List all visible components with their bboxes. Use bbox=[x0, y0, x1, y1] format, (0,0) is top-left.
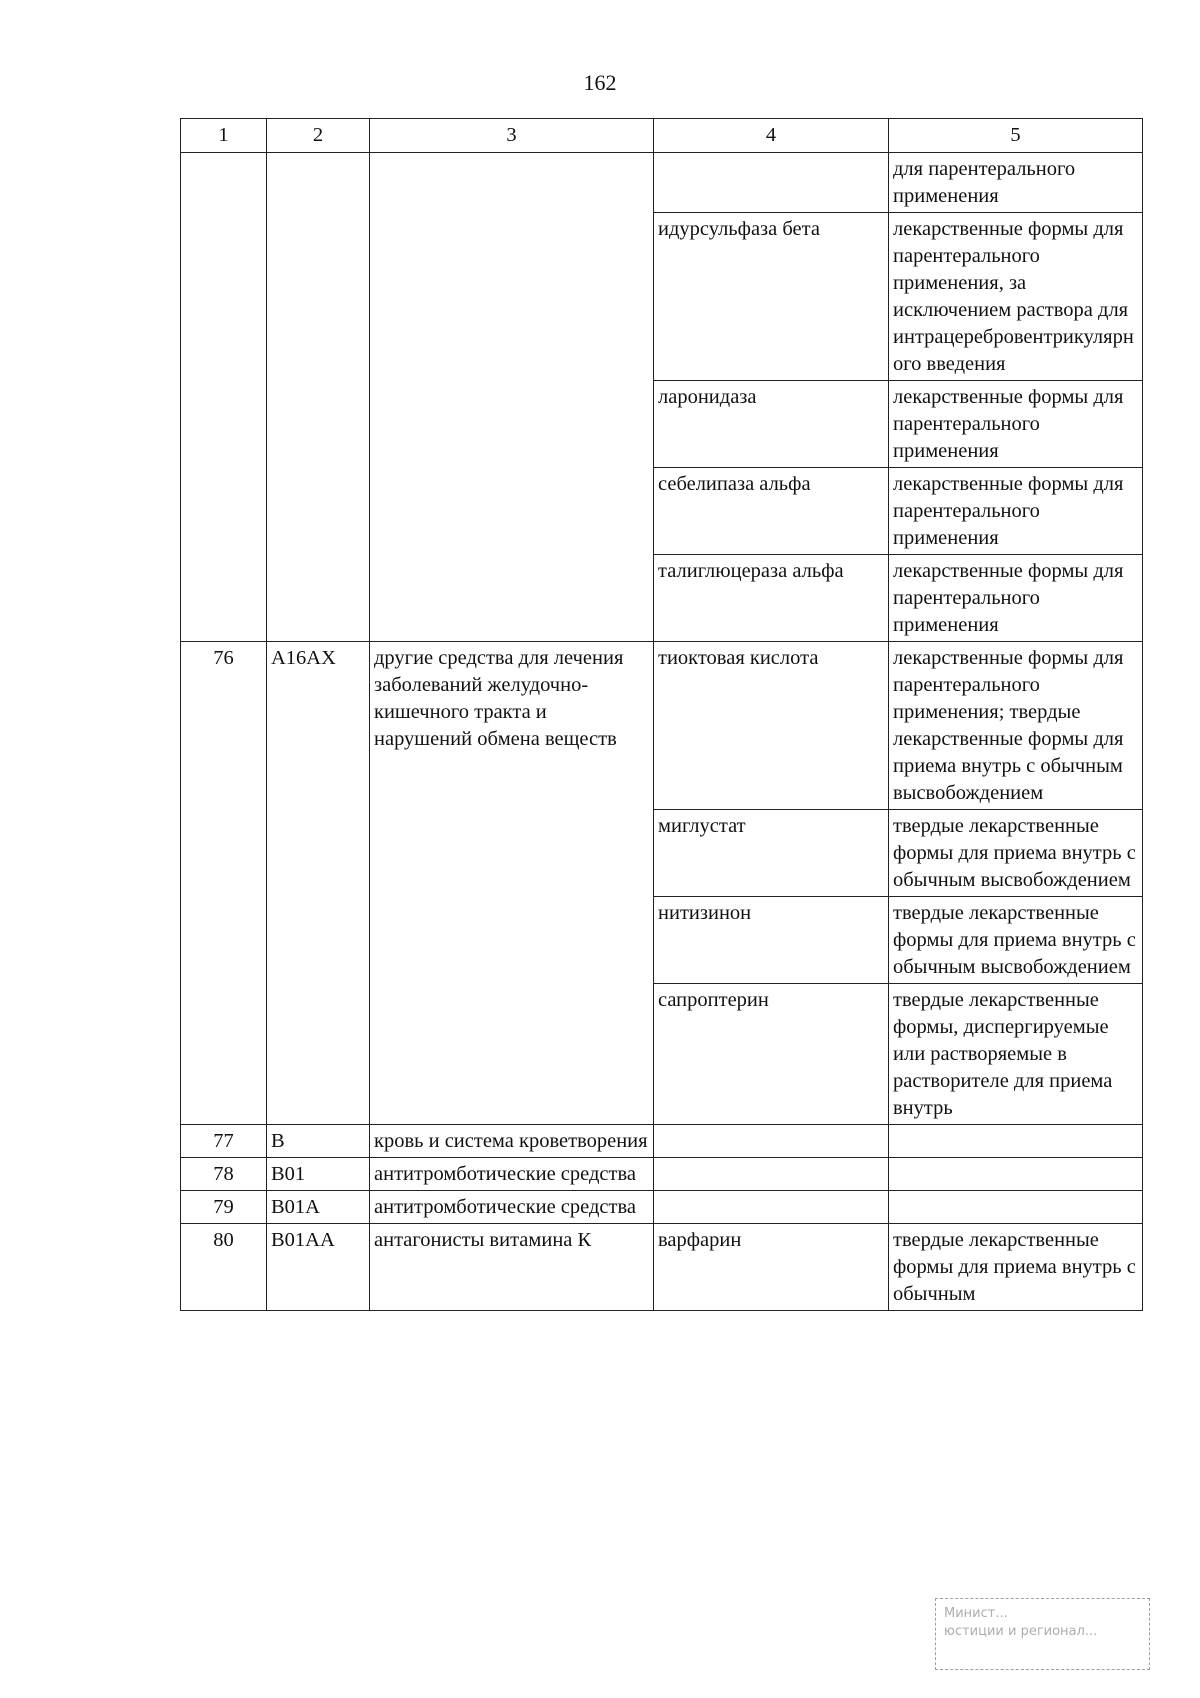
group-name-cell: антитромботические средства bbox=[370, 1191, 654, 1224]
registration-stamp bbox=[935, 1598, 1150, 1670]
dosage-form-cell: для парентерального применения bbox=[889, 153, 1143, 213]
stamp-line: юстиции и регионал... bbox=[944, 1624, 1098, 1639]
drug-name-cell: себелипаза альфа bbox=[654, 468, 889, 555]
table-row bbox=[181, 153, 1143, 213]
dosage-form-cell: лекарственные формы для парентерального применения bbox=[889, 468, 1143, 555]
drug-name-cell bbox=[654, 1125, 889, 1158]
atc-code-cell: B01 bbox=[267, 1158, 370, 1191]
dosage-form-cell bbox=[889, 1125, 1143, 1158]
column-header-2: 2 bbox=[267, 119, 370, 153]
table-row bbox=[181, 1158, 1143, 1191]
row-number-cell: 80 bbox=[181, 1224, 267, 1311]
atc-code-cell: B01AA bbox=[267, 1224, 370, 1311]
row-number-cell bbox=[181, 153, 267, 642]
stamp-line: Минист... bbox=[944, 1606, 1008, 1621]
dosage-form-cell: лекарственные формы для парентерального применения bbox=[889, 555, 1143, 642]
drug-name-cell: тиоктовая кислота bbox=[654, 642, 889, 810]
atc-code-cell bbox=[267, 153, 370, 642]
row-number-cell: 79 bbox=[181, 1191, 267, 1224]
row-number-cell: 76 bbox=[181, 642, 267, 1125]
drug-name-cell bbox=[654, 1158, 889, 1191]
drug-name-cell: талиглюцераза альфа bbox=[654, 555, 889, 642]
column-header-1: 1 bbox=[181, 119, 267, 153]
column-header-3: 3 bbox=[370, 119, 654, 153]
group-name-cell: антагонисты витамина К bbox=[370, 1224, 654, 1311]
table-row bbox=[181, 1191, 1143, 1224]
row-number-cell: 78 bbox=[181, 1158, 267, 1191]
group-name-cell: другие средства для лечения заболеваний желудочно-кишечного тракта и нарушений обмена веществ bbox=[370, 642, 654, 1125]
drug-name-cell: идурсульфаза бета bbox=[654, 213, 889, 381]
drug-name-cell: миглустат bbox=[654, 810, 889, 897]
group-name-cell bbox=[370, 153, 654, 642]
row-number-cell: 77 bbox=[181, 1125, 267, 1158]
dosage-form-cell: твердые лекарственные формы, диспергируемые или растворяемые в растворителе для приема внутрь bbox=[889, 984, 1143, 1125]
page-number: 162 bbox=[583, 70, 617, 95]
dosage-form-cell bbox=[889, 1158, 1143, 1191]
dosage-form-cell: твердые лекарственные формы для приема внутрь с обычным высвобождением bbox=[889, 810, 1143, 897]
dosage-form-cell: лекарственные формы для парентерального применения, за исключением раствора для интрацеребровентрикулярного введения bbox=[889, 213, 1143, 381]
column-header-4: 4 bbox=[654, 119, 889, 153]
drug-name-cell: ларонидаза bbox=[654, 381, 889, 468]
table-row bbox=[181, 1224, 1143, 1311]
drug-name-cell bbox=[654, 153, 889, 213]
dosage-form-cell bbox=[889, 1191, 1143, 1224]
drug-list-table bbox=[180, 118, 1143, 1311]
dosage-form-cell: лекарственные формы для парентерального применения; твердые лекарственные формы для приема внутрь с обычным высвобождением bbox=[889, 642, 1143, 810]
table-row bbox=[181, 1125, 1143, 1158]
dosage-form-cell: твердые лекарственные формы для приема внутрь с обычным bbox=[889, 1224, 1143, 1311]
column-header-5: 5 bbox=[889, 119, 1143, 153]
group-name-cell: кровь и система кроветворения bbox=[370, 1125, 654, 1158]
drug-name-cell: варфарин bbox=[654, 1224, 889, 1311]
atc-code-cell: B bbox=[267, 1125, 370, 1158]
atc-code-cell: B01A bbox=[267, 1191, 370, 1224]
group-name-cell: антитромботические средства bbox=[370, 1158, 654, 1191]
atc-code-cell: A16AX bbox=[267, 642, 370, 1125]
drug-name-cell: сапроптерин bbox=[654, 984, 889, 1125]
header-row bbox=[181, 119, 1143, 153]
dosage-form-cell: лекарственные формы для парентерального применения bbox=[889, 381, 1143, 468]
drug-name-cell: нитизинон bbox=[654, 897, 889, 984]
drug-name-cell bbox=[654, 1191, 889, 1224]
dosage-form-cell: твердые лекарственные формы для приема внутрь с обычным высвобождением bbox=[889, 897, 1143, 984]
table-row bbox=[181, 642, 1143, 810]
